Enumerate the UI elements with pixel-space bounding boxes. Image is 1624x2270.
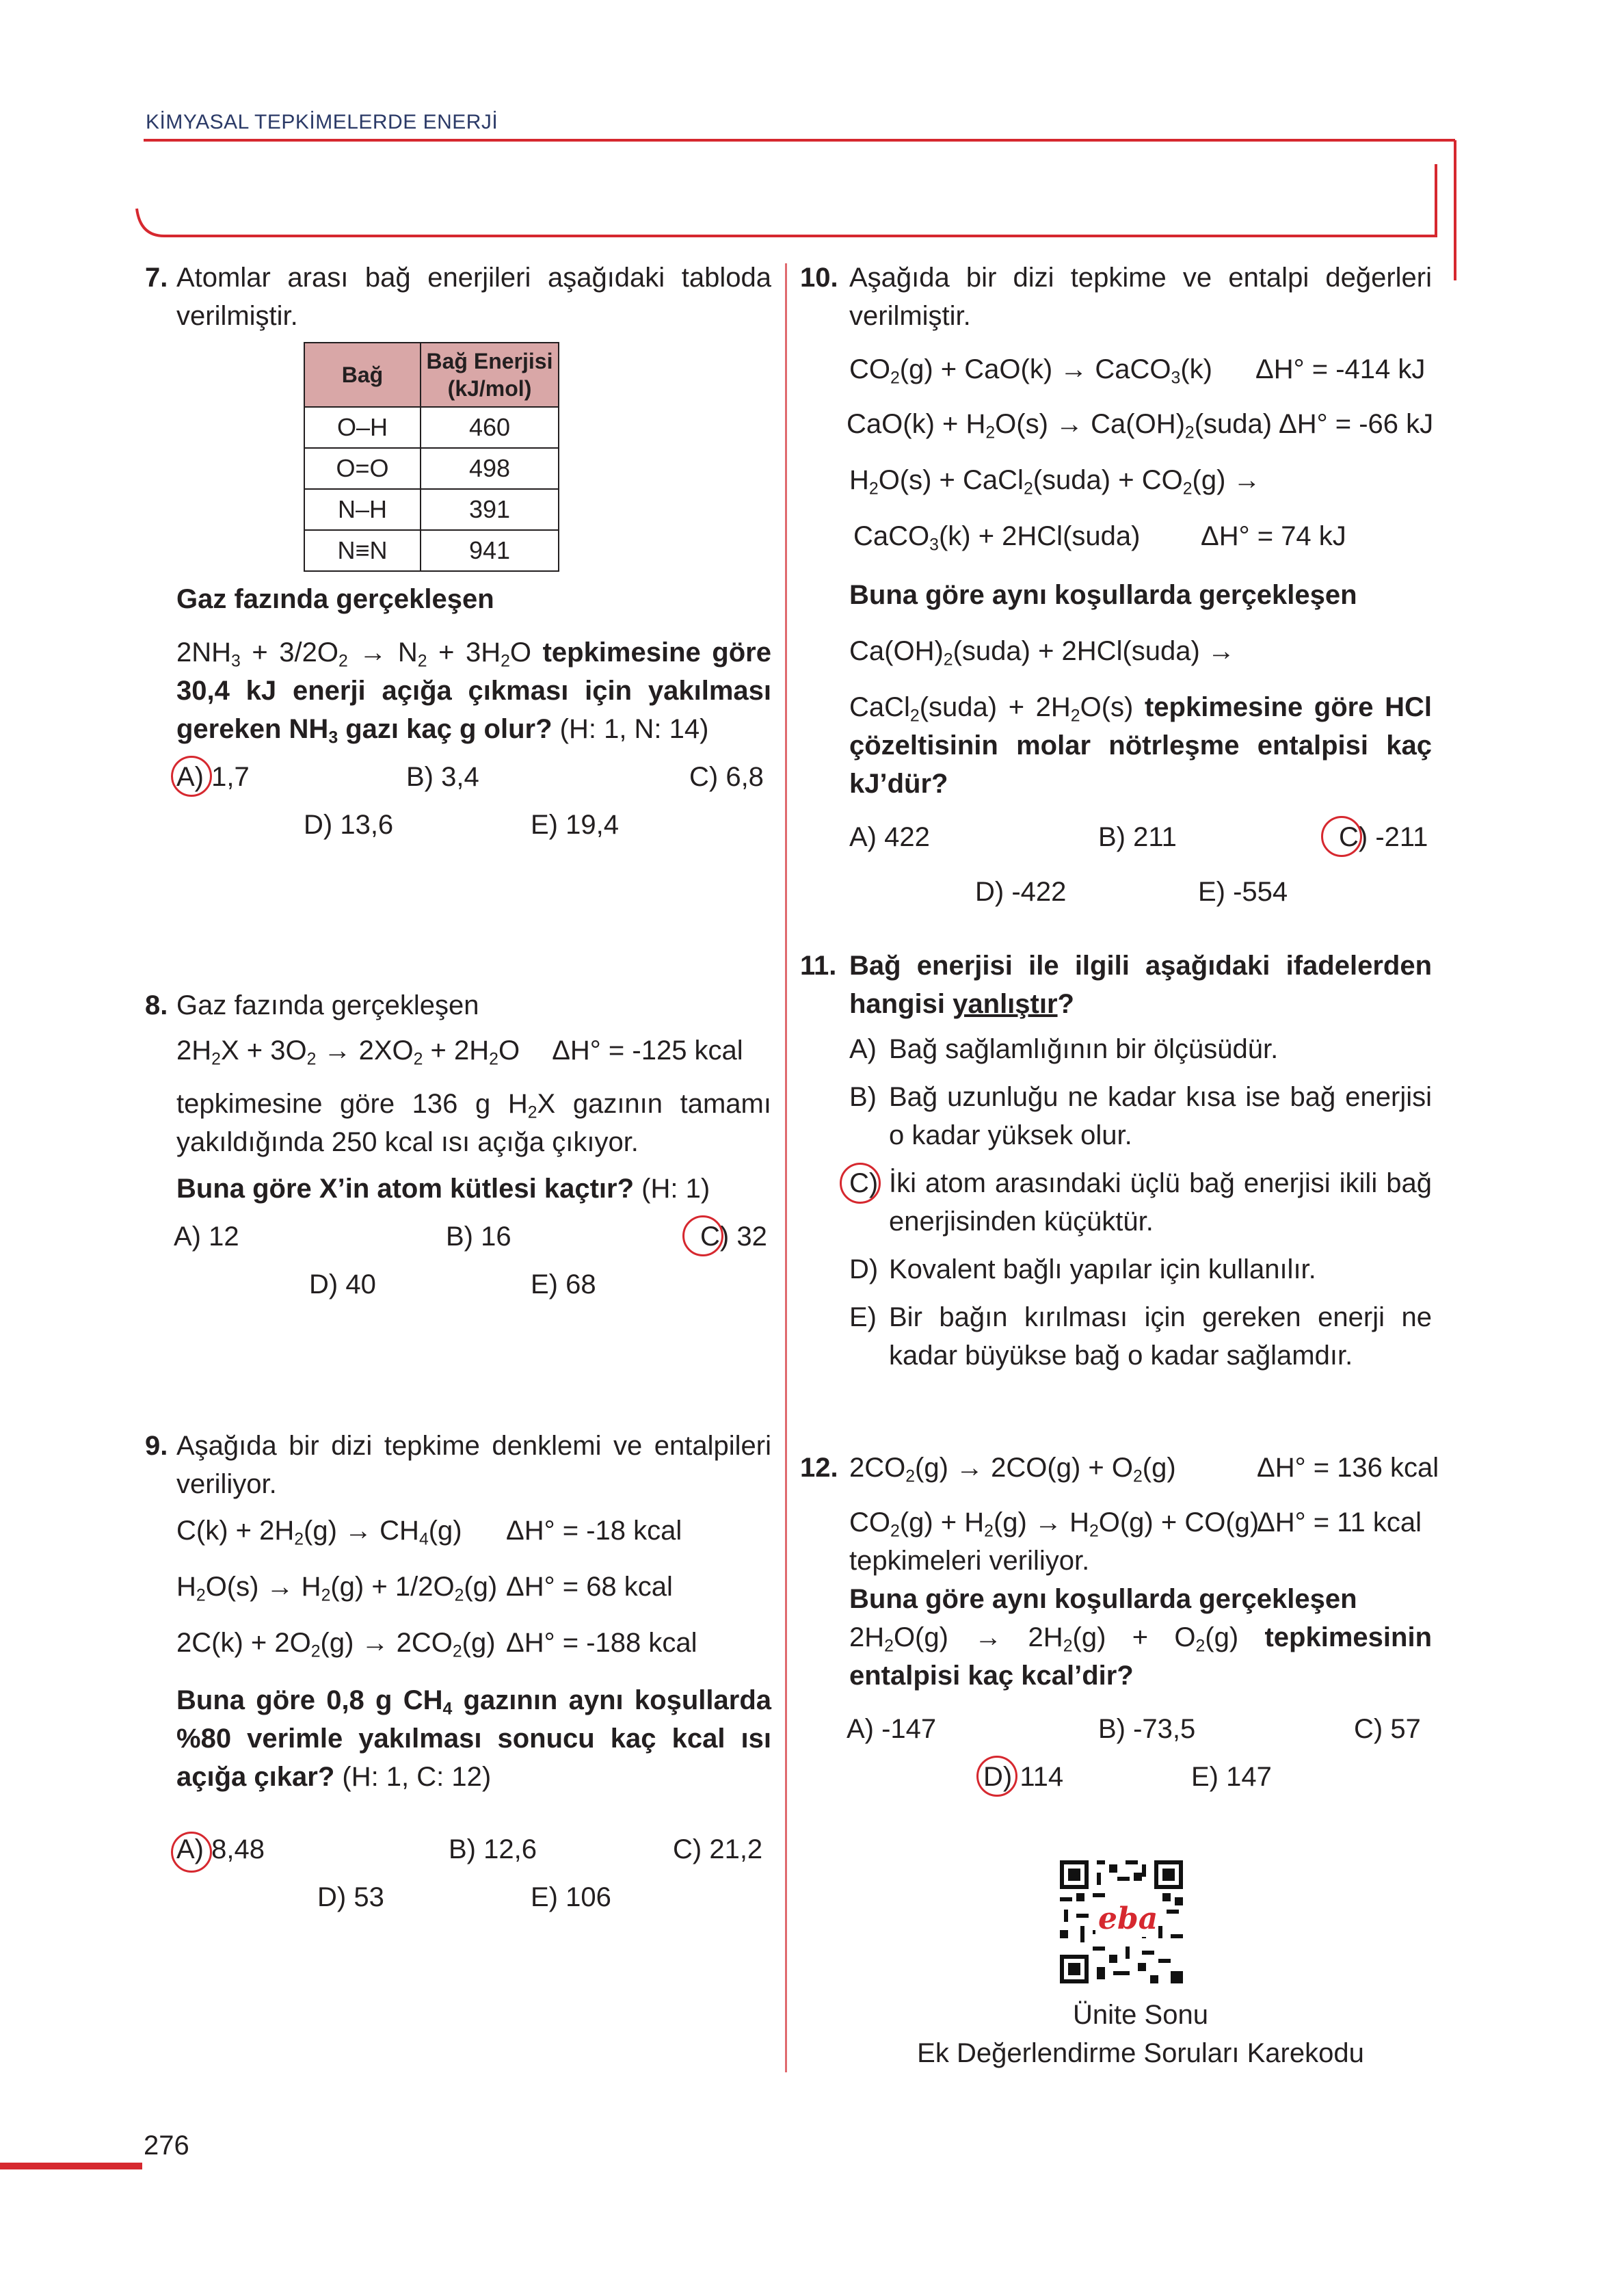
table-cell: 460 bbox=[421, 407, 559, 448]
enthalpy-value: ΔH° = -66 kJ bbox=[1279, 409, 1434, 439]
option-a[interactable] bbox=[849, 1030, 1432, 1068]
option-d[interactable]: D) 114 bbox=[983, 1762, 1064, 1792]
question-hint: (H: 1, C: 12) bbox=[342, 1762, 492, 1792]
option-d[interactable]: D) -422 bbox=[975, 877, 1067, 907]
option-a[interactable]: A) 422 bbox=[849, 822, 930, 852]
question-mark: ? bbox=[1057, 989, 1074, 1019]
options bbox=[849, 1030, 1432, 1375]
qr-code[interactable] bbox=[1060, 1860, 1183, 1983]
option-letter: C) bbox=[849, 1168, 879, 1198]
page-number: 276 bbox=[144, 2130, 189, 2161]
option-b[interactable]: B) -73,5 bbox=[1098, 1714, 1196, 1744]
table-header-energy: Bağ Enerjisi (kJ/mol) bbox=[421, 343, 559, 407]
question-bold-text: tepkimesinin entalpisi kaç kcal’dir? bbox=[849, 1622, 1432, 1691]
question-text: $2NH_3 + 3/2O_2 \to N_2 + 3H_2O$ tepkimesine göre 30,4 kJ enerji açığa çıkması için yakılması gereken $NH_3$ gazı kaç g olur? (H: 1, N: 14) bbox=[176, 637, 771, 748]
question-line: Gaz fazında gerçekleşen bbox=[176, 584, 494, 614]
reaction-list bbox=[176, 1512, 771, 1681]
table-cell: O–H bbox=[304, 407, 421, 448]
answer-mark-circle bbox=[840, 1163, 881, 1204]
table-header-bond: Bağ bbox=[304, 343, 421, 407]
reaction-equation: CaCO$_3$(k) + 2HCl(suda) bbox=[853, 521, 1141, 555]
answer-mark-circle bbox=[171, 1832, 212, 1873]
enthalpy-value: ΔH° = -188 kcal bbox=[506, 1628, 697, 1658]
reaction-equation: $2NH_3 + 3/2O_2 \to N_2 + 3H_2O$ bbox=[176, 637, 532, 671]
question-9 bbox=[145, 1427, 771, 1926]
table-row bbox=[304, 407, 559, 448]
question-bold-text: Bağ enerjisi ile ilgili aşağıdaki ifadelerden hangisi bbox=[849, 951, 1432, 1019]
option-text: Bağ sağlamlığının bir ölçüsüdür. bbox=[889, 1034, 1279, 1064]
option-e[interactable]: E) 147 bbox=[1191, 1762, 1272, 1792]
reaction-equation: $2H_2X + 3O_2 \to 2XO_2 + 2H_2O$ bbox=[176, 1035, 520, 1069]
table-row bbox=[304, 489, 559, 530]
footer-bar bbox=[0, 2163, 142, 2169]
option-e[interactable]: E) 19,4 bbox=[531, 810, 619, 840]
underlined-word: yanlıştır bbox=[953, 989, 1058, 1019]
reaction-equation: $C(k) + 2H_2(g) \to CH_4(g)$ bbox=[176, 1516, 462, 1549]
option-letter: A) bbox=[849, 1034, 877, 1064]
enthalpy-value: ΔH° = -414 kJ bbox=[1255, 354, 1426, 384]
question-bold-text: tepkimesine göre HCl çözeltisinin molar nötrleşme entalpisi kaç kJ’dür? bbox=[849, 692, 1432, 799]
reaction-equation: $2C(k) + 2O_2(g) \to 2CO_2(g)$ bbox=[176, 1628, 496, 1661]
answer-mark-circle bbox=[682, 1215, 723, 1256]
table-cell: N–H bbox=[304, 489, 421, 530]
question-intro: Aşağıda bir dizi tepkime ve entalpi değerleri verilmiştir. bbox=[849, 263, 1432, 331]
header-frame bbox=[0, 0, 1624, 287]
question-text bbox=[849, 947, 1432, 1023]
reaction-equation: $CO_2(g) + H_2(g) \to H_2O(g) + CO(g)$ bbox=[849, 1507, 1260, 1541]
answer-mark-circle bbox=[1321, 816, 1362, 857]
question-bold-text: Buna göre 0,8 g CH bbox=[176, 1685, 443, 1715]
question-intro: Aşağıda bir dizi tepkime denklemi ve entalpileri veriliyor. bbox=[176, 1431, 771, 1499]
question-number: 8. bbox=[145, 990, 168, 1020]
reaction-equation: $CO_2(g) + CaO(k)$ → CaCO$_3$(k) bbox=[849, 354, 1212, 388]
table-row bbox=[304, 448, 559, 489]
table-row bbox=[304, 530, 559, 571]
option-letter: D) bbox=[849, 1254, 879, 1284]
reaction-equation: $H_2O(s)$ + CaCl$_2$(suda) + $CO_2(g)$ → bbox=[849, 465, 1261, 499]
question-intro: Gaz fazında gerçekleşen bbox=[176, 990, 479, 1020]
question-12 bbox=[800, 1449, 1439, 1806]
table-cell: 941 bbox=[421, 530, 559, 571]
enthalpy-value: ΔH° = 136 kcal bbox=[1257, 1453, 1439, 1483]
question-prompt bbox=[176, 1170, 771, 1208]
qr-caption-line-1: Ünite Sonu bbox=[1073, 2000, 1208, 2030]
question-8 bbox=[145, 986, 771, 1313]
column-divider bbox=[785, 263, 787, 2072]
question-text-part-2: X gazının tamamı yakıldığında 250 kcal ısı açığa çıkıyor. bbox=[176, 1089, 771, 1157]
question-bold-text-2: gazının aynı koşullarda %80 verimle yakılması sonucu kaç kcal ısı açığa çıkar? bbox=[176, 1685, 771, 1792]
qr-caption bbox=[849, 1996, 1432, 2072]
question-line: Buna göre aynı koşullarda gerçekleşen bbox=[849, 580, 1357, 610]
question-number: 11. bbox=[800, 951, 837, 981]
question-text: tepkimesine göre 136 g $H_2X$ gazının tamamı yakıldığında 250 kcal ısı açığa çıkıyor. bbox=[176, 1089, 771, 1157]
question-intro: Atomlar arası bağ enerjileri aşağıdaki tabloda verilmiştir. bbox=[176, 263, 771, 331]
question-number: 7. bbox=[145, 263, 168, 293]
question-7 bbox=[145, 259, 771, 854]
options bbox=[849, 1710, 1432, 1806]
options bbox=[176, 1217, 771, 1313]
question-text bbox=[849, 1618, 1432, 1695]
option-text: İki atom arasındaki üçlü bağ enerjisi ikili bağ enerjisinden küçüktür. bbox=[889, 1168, 1432, 1237]
bond-energy-table bbox=[304, 342, 559, 572]
question-text-part-1: tepkimesine göre 136 g H bbox=[176, 1089, 528, 1119]
table-cell: O=O bbox=[304, 448, 421, 489]
option-letter: B) bbox=[849, 1082, 877, 1112]
enthalpy-value: ΔH° = 68 kcal bbox=[506, 1572, 673, 1602]
option-d[interactable]: D) 13,6 bbox=[304, 810, 394, 840]
option-e[interactable] bbox=[849, 1298, 1432, 1375]
answer-mark-circle bbox=[976, 1756, 1017, 1797]
option-a[interactable]: A) 8,48 bbox=[176, 1834, 265, 1864]
options bbox=[176, 1830, 771, 1926]
reaction-equation: $H_2O(s) \to H_2(g) + 1/2O_2(g)$ bbox=[176, 1572, 498, 1605]
reaction-equation: $2H_2O(g) \to 2H_2(g) + O_2(g)$ bbox=[849, 1622, 1239, 1656]
enthalpy-value: ΔH° = 74 kJ bbox=[1201, 521, 1346, 551]
question-number: 10. bbox=[800, 263, 838, 293]
reaction-list bbox=[849, 350, 1432, 575]
option-e[interactable]: E) -554 bbox=[1198, 877, 1288, 907]
option-c[interactable]: C) 21,2 bbox=[673, 1834, 763, 1864]
question-text bbox=[849, 688, 1432, 803]
option-c[interactable] bbox=[849, 1164, 1432, 1241]
eba-logo: eba bbox=[1098, 1901, 1158, 1936]
enthalpy-value: ΔH° = -125 kcal bbox=[552, 1035, 743, 1066]
option-c[interactable]: C) 6,8 bbox=[689, 762, 764, 792]
reaction-line-2 bbox=[849, 1503, 1432, 1542]
question-line: Buna göre aynı koşullarda gerçekleşen bbox=[849, 1584, 1357, 1614]
options bbox=[849, 818, 1432, 914]
option-text: Bir bağın kırılması için gereken enerji ne kadar büyükse bağ o kadar sağlamdır. bbox=[889, 1302, 1432, 1371]
question-number: 9. bbox=[145, 1431, 168, 1461]
option-e[interactable]: E) 68 bbox=[531, 1269, 596, 1299]
option-b[interactable] bbox=[849, 1078, 1432, 1154]
reaction-equation: $CaO(k) + H_2O(s)$ → $Ca(OH)_2(suda)$ bbox=[847, 409, 1273, 443]
answer-mark-circle bbox=[171, 756, 212, 797]
table-cell: 391 bbox=[421, 489, 559, 530]
option-text: Bağ uzunluğu ne kadar kısa ise bağ enerjisi o kadar yüksek olur. bbox=[889, 1082, 1432, 1150]
option-c[interactable]: C) -211 bbox=[1339, 822, 1428, 852]
enthalpy-value: ΔH° = 11 kcal bbox=[1257, 1507, 1422, 1537]
question-number: 12. bbox=[800, 1453, 838, 1483]
qr-caption-line-2: Ek Değerlendirme Soruları Karekodu bbox=[917, 2038, 1364, 2068]
table-cell: 498 bbox=[421, 448, 559, 489]
option-d[interactable]: D) 40 bbox=[309, 1269, 376, 1299]
option-b[interactable]: B) 3,4 bbox=[406, 762, 479, 792]
enthalpy-value: ΔH° = -18 kcal bbox=[506, 1516, 682, 1546]
option-b[interactable]: B) 211 bbox=[1098, 822, 1177, 852]
question-bold-text: Buna göre X’in atom kütlesi kaçtır? bbox=[176, 1174, 635, 1204]
reaction-equation: CaCl$_2$(suda) + $2H_2O(s)$ bbox=[849, 692, 1134, 726]
question-given: tepkimeleri veriliyor. bbox=[849, 1546, 1090, 1576]
option-d[interactable]: D) 53 bbox=[317, 1882, 384, 1912]
option-a[interactable]: A) 12 bbox=[174, 1222, 239, 1252]
table-cell: N≡N bbox=[304, 530, 421, 571]
option-c[interactable]: C) 32 bbox=[700, 1222, 767, 1252]
reaction-equation: $2CO_2(g) \to 2CO(g) + O_2(g)$ bbox=[849, 1453, 1176, 1486]
question-text: Buna göre 0,8 g $CH_4$ gazının aynı koşullarda %80 verimle yakılması sonucu kaç kcal ısı açığa çıkar? (H: 1, C: 12) bbox=[176, 1685, 771, 1792]
question-bold-text: tepkimesine göre 30,4 kJ enerji açığa çıkması için yakılması gereken NH bbox=[176, 637, 771, 744]
question-11 bbox=[800, 947, 1432, 1375]
reaction-line bbox=[176, 1031, 771, 1070]
page-header-title: KİMYASAL TEPKİMELERDE ENERJİ bbox=[146, 111, 498, 133]
option-a[interactable]: A) 1,7 bbox=[176, 762, 250, 792]
question-bold-text-2: gazı kaç g olur? bbox=[338, 714, 553, 744]
question-hint: (H: 1, N: 14) bbox=[559, 714, 709, 744]
options bbox=[176, 758, 771, 854]
option-e[interactable]: E) 106 bbox=[531, 1882, 611, 1912]
question-10 bbox=[800, 259, 1434, 914]
reaction-line-1 bbox=[800, 1449, 1439, 1503]
question-hint: (H: 1) bbox=[641, 1174, 710, 1204]
option-a[interactable]: A) -147 bbox=[847, 1714, 937, 1744]
option-letter: E) bbox=[849, 1302, 877, 1332]
option-d[interactable] bbox=[849, 1250, 1432, 1289]
option-text: Kovalent bağlı yapılar için kullanılır. bbox=[889, 1254, 1316, 1284]
reaction-equation: $Ca(OH)_2(suda)$ + 2HCl(suda) → bbox=[849, 636, 1235, 670]
option-b[interactable]: B) 12,6 bbox=[449, 1834, 537, 1864]
option-b[interactable]: B) 16 bbox=[446, 1222, 511, 1252]
option-c[interactable]: C) 57 bbox=[1354, 1714, 1421, 1744]
